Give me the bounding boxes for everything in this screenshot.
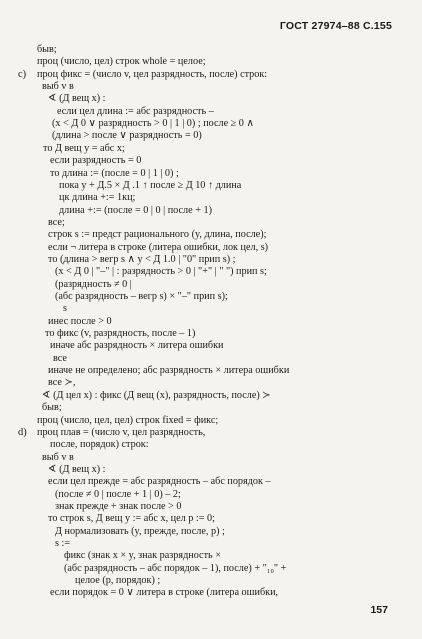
code-line: Д нормализовать (y, прежде, после, p) ; (55, 525, 225, 537)
code-line: (после ≠ 0 | после + 1 | 0) – 2; (55, 488, 181, 500)
code-line: все (53, 352, 67, 364)
code-line: проц (число, цел) строк whole = целое; (37, 56, 206, 68)
code-line: (разрядность ≠ 0 | (55, 278, 132, 290)
code-line: все; (48, 216, 65, 228)
code-line: инес после > 0 (48, 315, 112, 327)
code-line: если цел длина := абс разрядность – (57, 105, 214, 117)
code-line: фикс (знак x × y, знак разрядность × (64, 550, 221, 562)
code-line: знак прежде + знак после > 0 (55, 500, 182, 512)
code-line: иначе абс разрядность × литера ошибки (50, 340, 224, 352)
code-line: (x < Д 0 ∨ разрядность > 0 | 1 | 0) ; после ≥ 0 ∧ (52, 118, 254, 130)
code-line: (x < Д 0 | "–" | : разрядность > 0 | "+" | " ") прип s; (55, 266, 267, 278)
code-line: (длина > после ∨ разрядность = 0) (52, 130, 202, 142)
code-line: s (63, 303, 67, 315)
code-line: строк s := предст рационального (y, длина, после); (48, 229, 267, 241)
code-line: быв; (42, 402, 62, 414)
code-line: если ¬ литера в строке (литера ошибки, лок цел, s) (48, 241, 269, 253)
code-line: (абс разрядность – вегр s) × "–" прип s); (55, 291, 228, 302)
code-line: выб v в (42, 81, 74, 93)
code-line: проц фикс = (число v, цел разрядность, после) строк: (37, 68, 268, 80)
section-label: c) (18, 68, 27, 80)
code-line: ∢ (Д цел x) : фикс (Д вещ (x), разрядность, после) ≻ (42, 389, 271, 401)
code-line: проц плав = (число v, цел разрядность, (37, 426, 206, 438)
code-line: цк длина +:= 1кц; (59, 192, 136, 204)
code-line: выб v в (42, 451, 74, 463)
code-line: если разрядность = 0 (50, 155, 142, 167)
code-line: пока y + Д.5 × Д .1 ↑ после ≥ Д 10 ↑ длина (59, 179, 242, 191)
code-line: проц (число, цел, цел) строк fixed = фикс; (37, 414, 219, 426)
code-line: если цел прежде = абс разрядность – абс порядок – (48, 476, 271, 488)
code-line: иначе не определено; абс разрядность × литера ошибки (48, 365, 290, 377)
code-line: после, порядок) строк: (50, 439, 149, 451)
code-line: ∢ (Д вещ x) : (48, 463, 106, 475)
code-line: (абс разрядность – абс порядок – 1), после) + "₁₀" + (64, 562, 287, 574)
code-line: s := (55, 538, 71, 549)
code-line: быв; (37, 44, 57, 55)
page-number: 157 (370, 604, 388, 616)
code-line: то строк s, Д вещ y := абс x, цел p := 0; (48, 513, 215, 525)
code-line: все ≻, (48, 377, 76, 389)
code-line: длина +:= (после = 0 | 0 | после + 1) (59, 204, 212, 216)
section-label: d) (18, 426, 27, 438)
code-line: то длина := (после = 0 | 1 | 0) ; (50, 167, 179, 179)
code-line: то Д вещ y = абс x; (43, 142, 125, 154)
code-line: то (длина > вегр s ∧ y < Д 1.0 | "0" прип s) ; (48, 253, 236, 265)
code-line: то фикс (v, разрядность, после – 1) (45, 328, 196, 340)
page-header: ГОСТ 27974–88 С.155 (279, 20, 392, 32)
code-line: ∢ (Д вещ x) : (48, 93, 106, 105)
code-line: если порядок = 0 ∨ литера в строке (литера ошибки, (50, 587, 279, 599)
code-line: целое (p, порядок) ; (75, 575, 161, 587)
